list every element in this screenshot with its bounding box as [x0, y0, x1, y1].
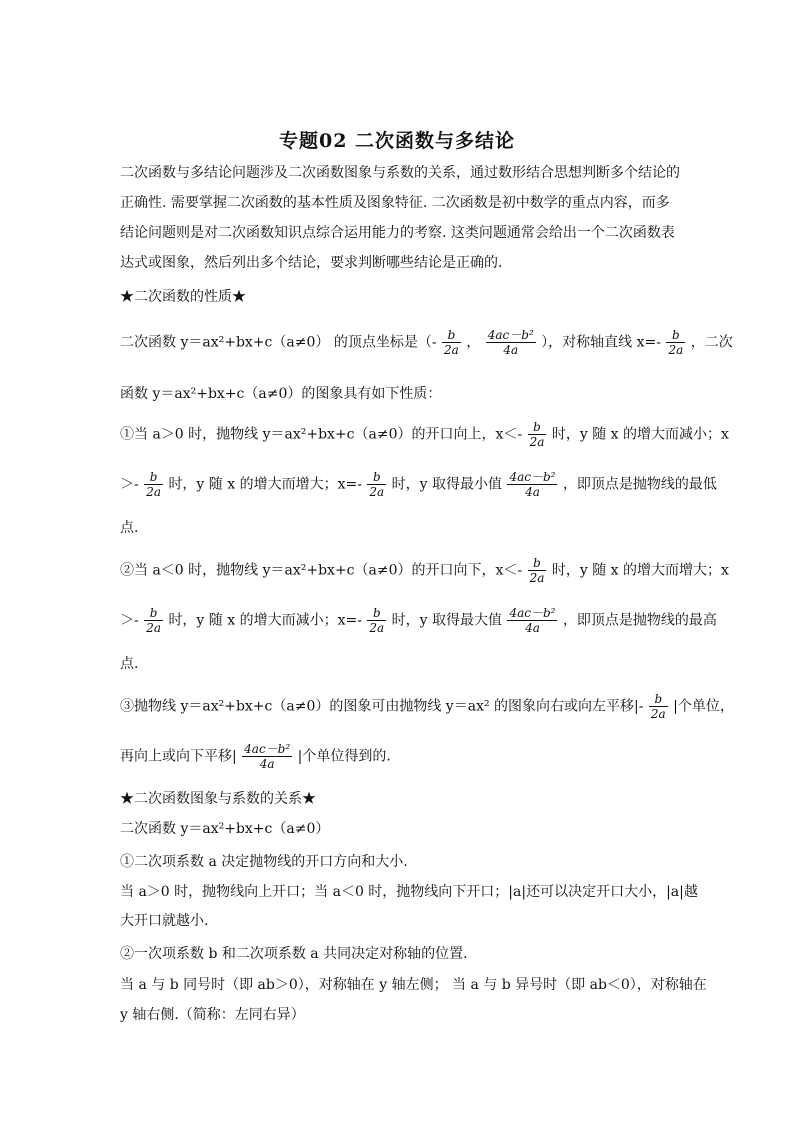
- denominator: 2a: [444, 343, 459, 357]
- text: ②当 a＜0 时，抛物线 y＝ax²+bx+c（a≠0）的开口向下，x＜-: [120, 562, 523, 579]
- numerator: b: [528, 420, 547, 435]
- text: |个单位得到的.: [297, 748, 391, 765]
- fraction-vertex-y: [242, 742, 292, 771]
- fraction-b-over-2a: [649, 692, 668, 721]
- intro-line-2: 正确性. 需要掌握二次函数的基本性质及图象特征. 二次函数是初中数学的重点内容，而多: [120, 195, 670, 211]
- intro-line-1: 二次函数与多结论问题涉及二次函数图象与系数的关系，通过数形结合思想判断多个结论的: [120, 165, 680, 181]
- text: ，: [466, 334, 481, 351]
- numerator: 4ac－b²: [487, 328, 534, 342]
- function-expression: y＝ax²+bx+c（a≠0）: [180, 334, 330, 351]
- fraction-b-over-2a: [528, 556, 547, 585]
- property-2-line-2: [120, 606, 754, 635]
- coefficient-a-item: ①二次项系数 a 决定抛物线的开口方向和大小.: [120, 854, 408, 870]
- denominator: 2a: [369, 485, 385, 499]
- text: ，二次: [690, 334, 733, 351]
- fraction-b-over-2a: [367, 470, 386, 499]
- coefficient-a-detail-2: 大开口就越小.: [120, 913, 209, 929]
- denominator: 2a: [146, 485, 161, 499]
- fraction-b-over-2a: [367, 606, 386, 635]
- numerator: b: [367, 470, 386, 485]
- coefficient-a-detail-1: 当 a＞0 时，抛物线向上开口；当 a＜0 时，抛物线向下开口；|a|还可以决定开口大小，|a|越: [120, 884, 698, 900]
- denominator: 2a: [146, 621, 161, 635]
- denominator: 4a: [503, 343, 519, 357]
- numerator: b: [666, 328, 685, 343]
- denominator: 2a: [529, 571, 545, 585]
- text: 再向上或向下平移|: [120, 748, 237, 765]
- text: ③抛物线 y＝ax²+bx+c（a≠0）的图象可由抛物线 y＝ax² 的图象向右或向左平移|-: [120, 698, 644, 715]
- property-1-line-2: [120, 470, 754, 499]
- intro-line-4: 达式或图象，然后列出多个结论，要求判断哪些结论是正确的.: [120, 255, 503, 271]
- text: ，即顶点是抛物线的最低: [562, 476, 717, 493]
- fraction-vertex-y: [486, 328, 536, 357]
- text: ＞-: [120, 476, 139, 493]
- denominator: 4a: [259, 757, 275, 771]
- vertex-line: [120, 328, 754, 357]
- intro-line-3: 结论问题则是对二次函数知识点综合运用能力的考察. 这类问题通常会给出一个二次函数表: [120, 225, 675, 241]
- text: 时，y 取得最大值: [391, 612, 503, 629]
- text: 时，y 随 x 的增大而减小；x=-: [168, 612, 362, 629]
- fraction-vertex-y: [507, 606, 557, 635]
- fraction-b-over-2a: [144, 470, 163, 499]
- property-2-line-3: 点.: [120, 656, 139, 672]
- text: 时，y 随 x 的增大而减小；x: [551, 426, 729, 443]
- denominator: 4a: [525, 621, 540, 635]
- property-3-line-2: [120, 742, 754, 771]
- denominator: 2a: [529, 435, 545, 449]
- text: ＞-: [120, 612, 139, 629]
- text: ①当 a＞0 时，抛物线 y＝ax²+bx+c（a≠0）的开口向上，x＜-: [120, 426, 523, 443]
- coefficient-b-item: ②一次项系数 b 和二次项系数 a 共同决定对称轴的位置.: [120, 946, 468, 962]
- coefficient-b-detail-2: y 轴右侧.（简称：左同右异）: [120, 1007, 305, 1023]
- denominator: 2a: [650, 707, 666, 721]
- numerator: 4ac－b²: [509, 470, 556, 484]
- page-title: 专题02 二次函数与多结论: [278, 130, 516, 152]
- text: 的顶点坐标是（-: [333, 334, 437, 351]
- text: 二次函数: [120, 334, 176, 351]
- denominator: 4a: [525, 485, 540, 499]
- text: ，即顶点是抛物线的最高: [562, 612, 717, 629]
- text: ），对称轴直线 x=-: [541, 334, 661, 351]
- property-1-line-1: [120, 420, 754, 449]
- numerator: b: [528, 556, 547, 571]
- text: 时，y 取得最小值: [391, 476, 503, 493]
- fraction-b-over-2a: [442, 328, 461, 357]
- fraction-b-over-2a: [528, 420, 547, 449]
- denominator: 2a: [369, 621, 385, 635]
- function-line: 二次函数 y＝ax²+bx+c（a≠0）: [120, 821, 330, 837]
- numerator: b: [144, 606, 163, 621]
- property-3-line-1: [120, 692, 754, 721]
- numerator: b: [442, 328, 461, 343]
- section-heading-coefficients: ★二次函数图象与系数的关系★: [120, 791, 316, 807]
- numerator: 4ac－b²: [244, 742, 291, 756]
- coefficient-b-detail-1: 当 a 与 b 同号时（即 ab＞0），对称轴在 y 轴左侧； 当 a 与 b 异号时（即 ab＜0），对称轴在: [120, 977, 707, 993]
- fraction-b-over-2a: [666, 328, 685, 357]
- numerator: 4ac－b²: [509, 606, 556, 620]
- numerator: b: [367, 606, 386, 621]
- text: 时，y 随 x 的增大而增大；x=-: [168, 476, 362, 493]
- numerator: b: [144, 470, 163, 485]
- text: 时，y 随 x 的增大而增大；x: [551, 562, 729, 579]
- text: |个单位，: [673, 698, 734, 715]
- property-1-line-3: 点.: [120, 520, 139, 536]
- numerator: b: [649, 692, 668, 707]
- properties-intro: 函数 y＝ax²+bx+c（a≠0）的图象具有如下性质：: [120, 386, 442, 402]
- denominator: 2a: [668, 343, 684, 357]
- section-heading-properties: ★二次函数的性质★: [120, 289, 246, 305]
- fraction-vertex-y: [507, 470, 557, 499]
- fraction-b-over-2a: [144, 606, 163, 635]
- property-2-line-1: [120, 556, 754, 585]
